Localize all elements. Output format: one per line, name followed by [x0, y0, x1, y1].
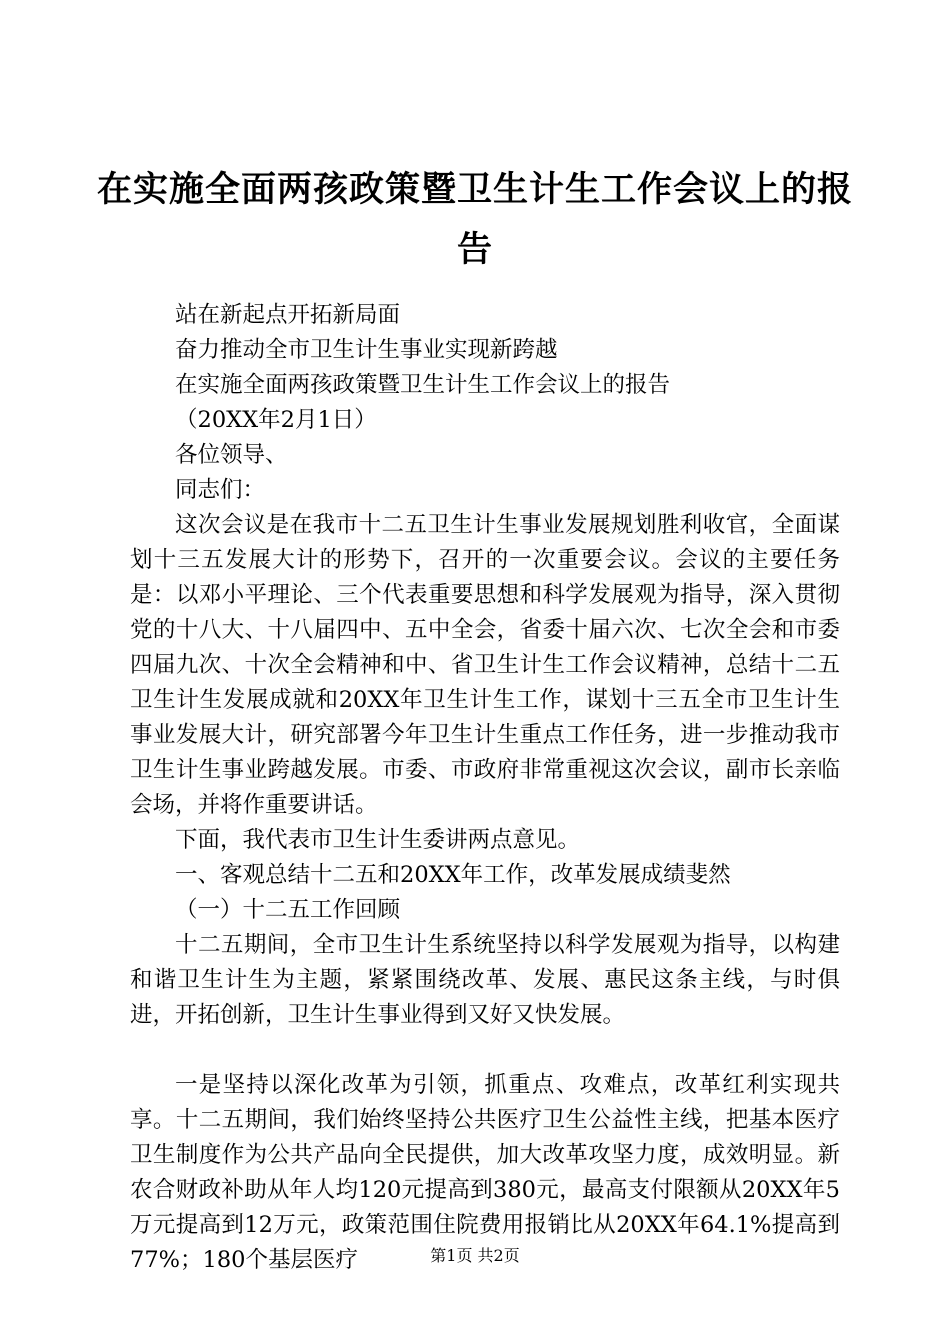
report-date-line: （20XX年2月1日） [175, 407, 377, 433]
body-paragraph: 下面，我代表市卫生计生委讲两点意见。 [175, 827, 581, 853]
salutation-line-1: 各位领导、 [175, 442, 288, 468]
subtitle-line-2: 奋力推动全市卫生计生事业实现新跨越 [175, 337, 558, 363]
body-paragraph: 一是坚持以深化改革为引领，抓重点、攻难点，改革红利实现共享。十二五期间，我们始终坚持公共医疗卫生公益性主线，把基本医疗卫生制度作为公共产品向全民提供，加大改革攻坚力度，成效明显。新农合财政补助从年人均120元提高到380元，最高支付限额从20XX年5万元提高到12万元，政策范围住院费用报销比从20XX年64.1%提高到77%；180个基层医疗 [130, 1072, 840, 1273]
document-body [130, 298, 840, 1278]
salutation-line-2: 同志们： [175, 477, 266, 503]
subtitle-line-1: 站在新起点开拓新局面 [175, 302, 401, 328]
section-heading: 一、客观总结十二五和20XX年工作，改革发展成绩斐然 [175, 862, 731, 888]
body-paragraph: 十二五期间，全市卫生计生系统坚持以科学发展观为指导，以构建和谐卫生计生为主题，紧紧围绕改革、发展、惠民这条主线，与时俱进，开拓创新，卫生计生事业得到又好又快发展。 [130, 932, 840, 1028]
page-footer: 第1页 共2页 [430, 1246, 520, 1265]
report-name-line: 在实施全面两孩政策暨卫生计生工作会议上的报告 [175, 372, 671, 398]
subsection-heading: （一）十二五工作回顾 [175, 897, 401, 923]
document-title: 在实施全面两孩政策暨卫生计生工作会议上的报告 [96, 169, 853, 270]
body-paragraph: 这次会议是在我市十二五卫生计生事业发展规划胜利收官，全面谋划十三五发展大计的形势下，召开的一次重要会议。会议的主要任务是：以邓小平理论、三个代表重要思想和科学发展观为指导，深入贯彻党的十八大、十八届四中、五中全会，省委十届六次、七次全会和市委四届九次、十次全会精神和中、省卫生计生工作会议精神，总结十二五卫生计生发展成就和20XX年卫生计生工作，谋划十三五全市卫生计生事业发展大计，研究部署今年卫生计生重点工作任务，进一步推动我市卫生计生事业跨越发展。市委、市政府非常重视这次会议，副市长亲临会场，并将作重要讲话。 [130, 512, 840, 818]
